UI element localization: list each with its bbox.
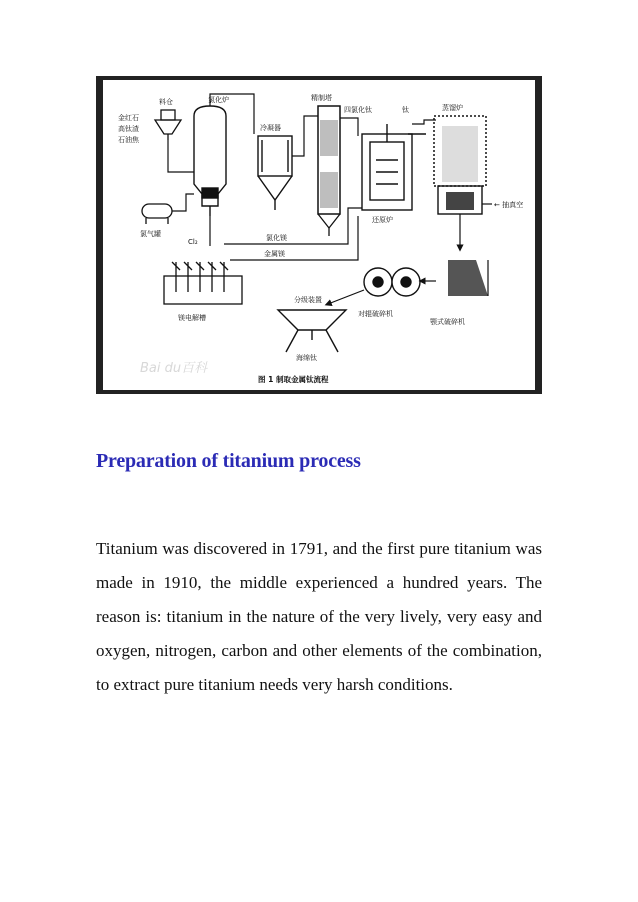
hopper-label: 料仓 [159,98,173,106]
raw-material-2: 高钛渣 [118,125,139,133]
process-flow-diagram [96,76,542,394]
frame-top-border [96,76,542,80]
classifier-label: 分级装置 [294,296,322,304]
ticl4-label: 四氯化钛 [344,106,372,114]
frame-left-border [96,76,103,394]
body-paragraph: Titanium was discovered in 1791, and the first pure titanium was made in 1910, the middle experienced a hundred years. The reason is: titanium in the nature of the very lively, very easy and oxygen, nitrogen, carbon and other elements of the combination, to extract pure titanium needs very harsh conditions. [96,539,542,694]
chlorine-tank-label: 氯气罐 [140,230,161,238]
titanium-label: 钛 [402,106,409,114]
condenser-label: 冷凝器 [260,124,281,132]
chlorinator-label: 氯化炉 [208,96,229,104]
diagram-svg [96,76,542,394]
roll-crusher-label: 对辊破碎机 [358,310,393,318]
sponge-titanium-label: 海绵钛 [296,354,317,362]
diagram-frame [96,76,542,394]
distillation-label: 蒸馏炉 [442,104,463,112]
mg-label: 金属镁 [264,250,285,258]
raw-material-3: 石油焦 [118,136,139,144]
vacuum-label: ← 抽真空 [494,201,524,209]
reduction-furnace-label: 还原炉 [372,216,393,224]
frame-bottom-border [96,390,542,394]
frame-right-border [535,76,542,394]
figure-caption: 图 1 制取金属钛流程 [258,375,329,384]
cl2-label: Cl₂ [188,238,198,246]
mgcl2-label: 氯化镁 [266,234,287,242]
tower-label: 精制塔 [311,94,332,102]
watermark: Bai du百科 [140,361,208,376]
raw-material-1: 金红石 [118,114,139,122]
jaw-crusher-label: 颚式破碎机 [430,318,465,326]
section-heading: Preparation of titanium process [96,450,361,472]
electrolytic-cell-label: 镁电解槽 [178,314,206,322]
